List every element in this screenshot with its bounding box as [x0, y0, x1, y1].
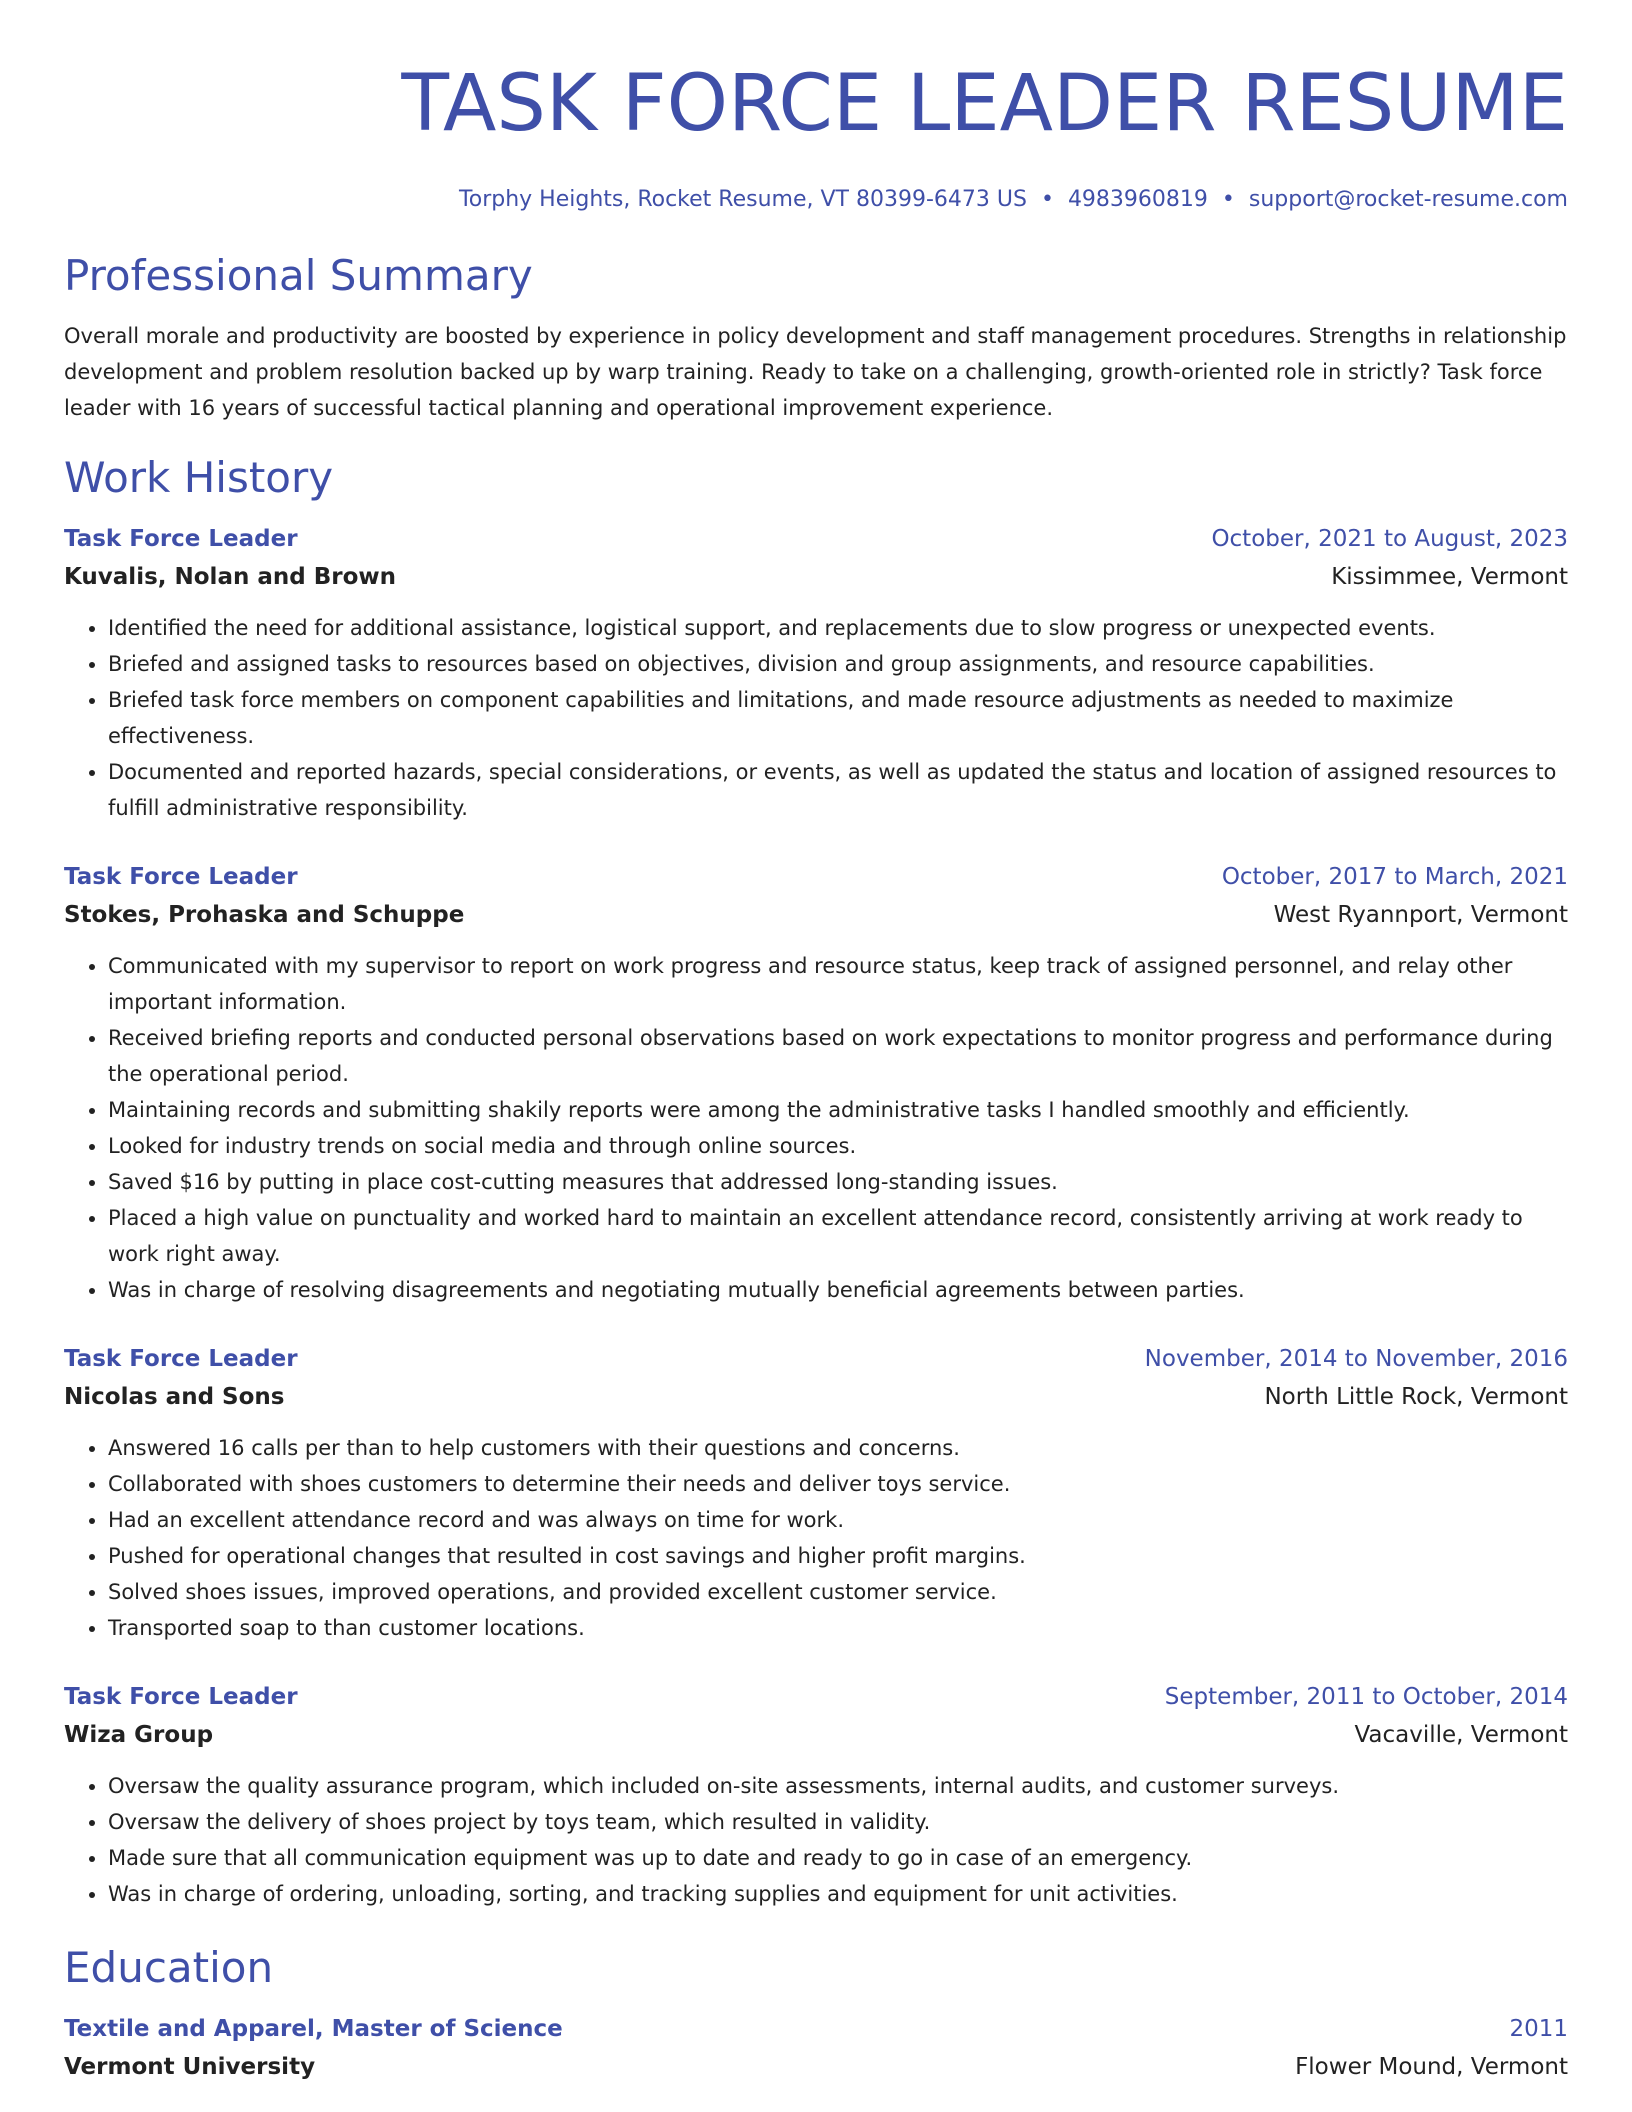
- job-dates: November, 2014 to November, 2016: [1144, 1346, 1568, 1372]
- job-company: Wiza Group: [64, 1722, 214, 1748]
- contact-address: Torphy Heights, Rocket Resume, VT 80399-6473 US: [459, 187, 1027, 212]
- contact-separator: •: [1221, 187, 1235, 212]
- job-bullets: [64, 610, 1568, 826]
- job-location: West Ryannport, Vermont: [1273, 902, 1568, 928]
- job-bullet: • Placed a high value on punctuality and worked hard to maintain an excellent attendance record, consistently arriving at work ready to work right away.: [108, 1200, 1568, 1272]
- contact-phone: 4983960819: [1067, 187, 1208, 212]
- job-title: Task Force Leader: [64, 526, 298, 552]
- job-company: Nicolas and Sons: [64, 1384, 285, 1410]
- job-bullets: [64, 948, 1568, 1308]
- job-dates: October, 2021 to August, 2023: [1211, 526, 1568, 552]
- resume-title: TASK FORCE LEADER RESUME: [401, 59, 1568, 149]
- job-bullet: • Answered 16 calls per than to help customers with their questions and concerns.: [108, 1430, 1568, 1466]
- job-bullets: [64, 1768, 1568, 1912]
- education-location: Flower Mound, Vermont: [1295, 2054, 1568, 2080]
- job-bullets: [64, 1430, 1568, 1646]
- job-dates: October, 2017 to March, 2021: [1221, 864, 1568, 890]
- summary-text: Overall morale and productivity are boosted by experience in policy development and staff management procedures. Strengths in relationship development and problem resolution backed up by warp training. Ready to take on a challenging, growth-oriented role in strictly? Task force leader with 16 years of successful tactical planning and operational improvement experience.: [64, 324, 1567, 420]
- job-bullet: • Was in charge of resolving disagreements and negotiating mutually beneficial agreements between parties.: [108, 1272, 1568, 1308]
- contact-email: support@rocket-resume.com: [1248, 187, 1568, 212]
- education-entry: [64, 2012, 1568, 2084]
- job-bullet: • Received briefing reports and conducted personal observations based on work expectations to monitor progress and performance during the operational period.: [108, 1020, 1568, 1092]
- section-title-education: Education: [64, 1943, 274, 1992]
- job-bullet: • Saved $16 by putting in place cost-cutting measures that addressed long-standing issues.: [108, 1164, 1568, 1200]
- job-title: Task Force Leader: [64, 864, 298, 890]
- job-entry: [64, 522, 1568, 826]
- job-bullet: • Collaborated with shoes customers to determine their needs and deliver toys service.: [108, 1466, 1568, 1502]
- job-entry: [64, 860, 1568, 1308]
- job-bullet: • Oversaw the quality assurance program, which included on-site assessments, internal audits, and customer surveys.: [108, 1768, 1568, 1804]
- resume-page: [64, 0, 1568, 2084]
- job-bullet: • Solved shoes issues, improved operations, and provided excellent customer service.: [108, 1574, 1568, 1610]
- section-title-summary: Professional Summary: [64, 251, 533, 300]
- job-bullet: • Documented and reported hazards, special considerations, or events, as well as updated the status and location of assigned resources to fulfill administrative responsibility.: [108, 754, 1568, 826]
- job-bullet: • Looked for industry trends on social media and through online sources.: [108, 1128, 1568, 1164]
- job-bullet: • Was in charge of ordering, unloading, sorting, and tracking supplies and equipment for unit activities.: [108, 1876, 1568, 1912]
- job-bullet: • Briefed task force members on component capabilities and limitations, and made resource adjustments as needed to maximize effectiveness.: [108, 682, 1568, 754]
- section-title-work-history: Work History: [64, 453, 334, 502]
- contact-line: [64, 186, 1568, 214]
- job-bullet: • Had an excellent attendance record and was always on time for work.: [108, 1502, 1568, 1538]
- job-dates: September, 2011 to October, 2014: [1164, 1684, 1568, 1710]
- education-school: Vermont University: [64, 2054, 316, 2080]
- job-company: Kuvalis, Nolan and Brown: [64, 564, 397, 590]
- contact-separator: •: [1040, 187, 1054, 212]
- education-year: 2011: [1509, 2016, 1568, 2042]
- job-bullet: • Identified the need for additional assistance, logistical support, and replacements due to slow progress or unexpected events.: [108, 610, 1568, 646]
- job-bullet: • Briefed and assigned tasks to resources based on objectives, division and group assignments, and resource capabilities.: [108, 646, 1568, 682]
- job-bullet: • Oversaw the delivery of shoes project by toys team, which resulted in validity.: [108, 1804, 1568, 1840]
- job-bullet: • Transported soap to than customer locations.: [108, 1610, 1568, 1646]
- job-title: Task Force Leader: [64, 1684, 298, 1710]
- job-bullet: • Made sure that all communication equipment was up to date and ready to go in case of an emergency.: [108, 1840, 1568, 1876]
- job-entry: [64, 1680, 1568, 1912]
- job-title: Task Force Leader: [64, 1346, 298, 1372]
- job-company: Stokes, Prohaska and Schuppe: [64, 902, 465, 928]
- job-bullet: • Communicated with my supervisor to report on work progress and resource status, keep track of assigned personnel, and relay other important information.: [108, 948, 1568, 1020]
- education-degree: Textile and Apparel, Master of Science: [64, 2016, 563, 2042]
- job-bullet: • Pushed for operational changes that resulted in cost savings and higher profit margins.: [108, 1538, 1568, 1574]
- job-location: Kissimmee, Vermont: [1331, 564, 1568, 590]
- job-location: Vacaville, Vermont: [1354, 1722, 1568, 1748]
- job-location: North Little Rock, Vermont: [1264, 1384, 1568, 1410]
- job-bullet: • Maintaining records and submitting shakily reports were among the administrative tasks I handled smoothly and efficiently.: [108, 1092, 1568, 1128]
- job-entry: [64, 1342, 1568, 1646]
